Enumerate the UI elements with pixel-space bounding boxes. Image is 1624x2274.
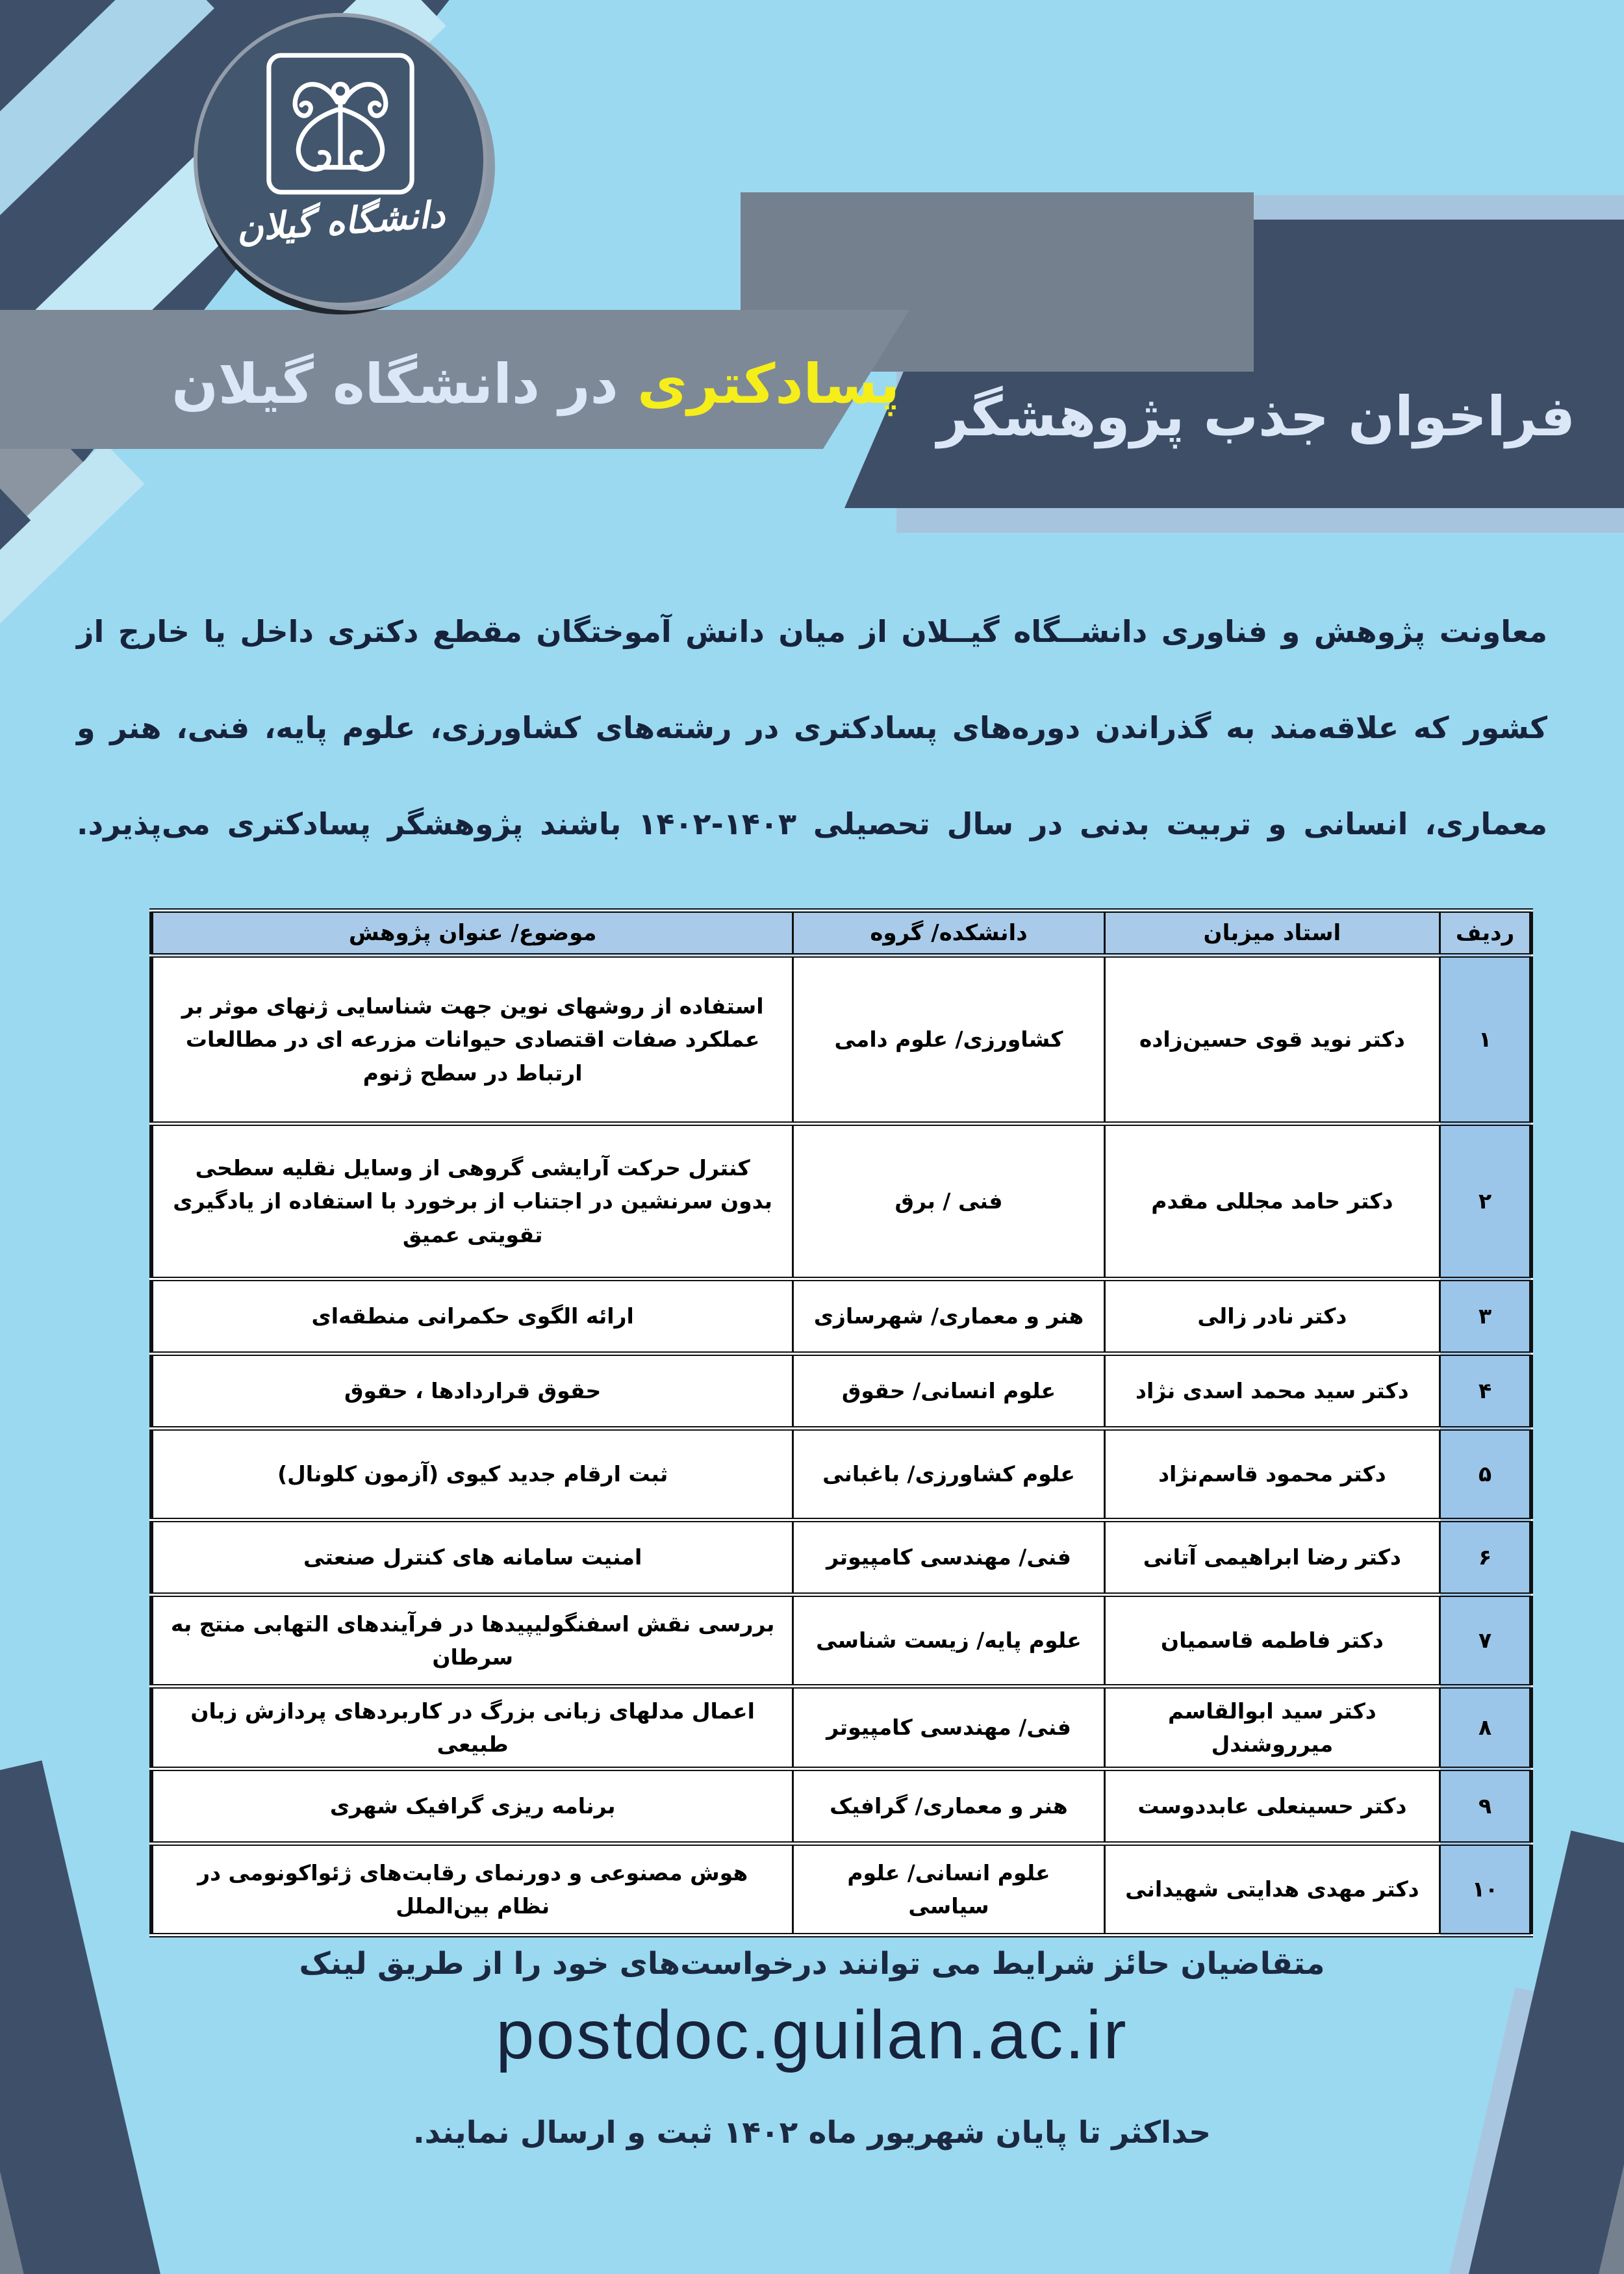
cell-topic: برنامه ریزی گرافیک شهری bbox=[151, 1769, 793, 1844]
cell-topic: اعمال مدلهای زبانی بزرگ در کاربردهای پردازش زبان طبیعی bbox=[151, 1687, 793, 1769]
cell-radif: ۹ bbox=[1440, 1769, 1531, 1844]
cell-group: فنی/ مهندسی کامپیوتر bbox=[793, 1520, 1104, 1595]
table-row bbox=[151, 1354, 1531, 1429]
cell-topic: بررسی نقش اسفنگولیپیدها در فرآیندهای التهابی منتج به سرطان bbox=[151, 1595, 793, 1687]
cell-radif: ۴ bbox=[1440, 1354, 1531, 1429]
header-group: دانشکده/ گروه bbox=[793, 911, 1104, 956]
cell-radif: ۱ bbox=[1440, 956, 1531, 1124]
cell-group: هنر و معماری/ شهرسازی bbox=[793, 1279, 1104, 1354]
table-row bbox=[151, 1429, 1531, 1520]
cell-professor: دکتر محمود قاسم‌نژاد bbox=[1104, 1429, 1440, 1520]
header-radif: ردیف bbox=[1440, 911, 1531, 956]
cell-topic: هوش مصنوعی و دورنمای رقابت‌های ژئواکونومی در نظام بین‌الملل bbox=[151, 1844, 793, 1935]
cell-radif: ۳ bbox=[1440, 1279, 1531, 1354]
cell-group: علوم کشاورزی/ باغبانی bbox=[793, 1429, 1104, 1520]
footer-instruction-line2: حداکثر تا پایان شهریور ماه ۱۴۰۲ ثبت و ارسال نمایند. bbox=[412, 2115, 1212, 2151]
university-name-calligraphy: دانشگاه گیلان bbox=[235, 193, 446, 251]
table-row bbox=[151, 1687, 1531, 1769]
table-row bbox=[151, 1769, 1531, 1844]
table-row bbox=[151, 1124, 1531, 1279]
poster-title-left bbox=[171, 352, 900, 416]
table-header-row bbox=[151, 911, 1531, 956]
intro-line: کشور که علاقه‌مند به گذراندن دوره‌های پسادکتری در رشته‌های کشاورزی، علوم پایه، فنی، هنر و bbox=[77, 710, 1547, 745]
table-row bbox=[151, 956, 1531, 1124]
cell-professor: دکتر سید محمد اسدی نژاد bbox=[1104, 1354, 1440, 1429]
cell-professor: دکتر نوید قوی حسین‌زاده bbox=[1104, 956, 1440, 1124]
cell-professor: دکتر سید ابوالقاسم میرروشندل bbox=[1104, 1687, 1440, 1769]
cell-radif: ۶ bbox=[1440, 1520, 1531, 1595]
cell-radif: ۸ bbox=[1440, 1687, 1531, 1769]
cell-professor: دکتر فاطمه قاسمیان bbox=[1104, 1595, 1440, 1687]
cell-professor: دکتر حسینعلی عابددوست bbox=[1104, 1769, 1440, 1844]
cell-group: فنی / برق bbox=[793, 1124, 1104, 1279]
cell-topic: ثبت ارقام جدید کیوی (آزمون کلونال) bbox=[151, 1429, 793, 1520]
table-row bbox=[151, 1844, 1531, 1935]
cell-topic: حقوق قراردادها ، حقوق bbox=[151, 1354, 793, 1429]
poster-title-rest: در دانشگاه گیلان bbox=[171, 352, 618, 416]
cell-group: کشاورزی/ علوم دامی bbox=[793, 956, 1104, 1124]
cell-topic: امنیت سامانه های کنترل صنعتی bbox=[151, 1520, 793, 1595]
header-topic: موضوع/ عنوان پژوهش bbox=[151, 911, 793, 956]
cell-group: علوم پایه/ زیست شناسی bbox=[793, 1595, 1104, 1687]
cell-professor: دکتر حامد مجللی مقدم bbox=[1104, 1124, 1440, 1279]
cell-radif: ۷ bbox=[1440, 1595, 1531, 1687]
cell-radif: ۵ bbox=[1440, 1429, 1531, 1520]
cell-radif: ۲ bbox=[1440, 1124, 1531, 1279]
university-emblem-icon bbox=[262, 51, 418, 197]
table-body bbox=[151, 956, 1531, 1935]
intro-line: معاونت پژوهش و فناوری دانشــگاه گیــلان از میان دانش آموختگان مقطع دکتری داخل یا خارج از bbox=[77, 614, 1547, 649]
header-professor: استاد میزبان bbox=[1104, 911, 1440, 956]
cell-group: فنی/ مهندسی کامپیوتر bbox=[793, 1687, 1104, 1769]
cell-professor: دکتر مهدی هدایتی شهیدانی bbox=[1104, 1844, 1440, 1935]
cell-topic: استفاده از روشهای نوین جهت شناسایی ژنهای موثر بر عملکرد صفات اقتصادی حیوانات مزرعه ای در مطالعات ارتباط در سطح ژنوم bbox=[151, 956, 793, 1124]
cell-group: علوم انسانی/ علوم سیاسی bbox=[793, 1844, 1104, 1935]
cell-professor: دکتر نادر زالی bbox=[1104, 1279, 1440, 1354]
cell-professor: دکتر رضا ابراهیمی آتانی bbox=[1104, 1520, 1440, 1595]
table-row bbox=[151, 1520, 1531, 1595]
cell-topic: ارائه الگوی حکمرانی منطقه‌ای bbox=[151, 1279, 793, 1354]
cell-radif: ۱۰ bbox=[1440, 1844, 1531, 1935]
poster-title-highlight: پسادکتری bbox=[637, 352, 900, 416]
footer-instruction-line1: متقاضیان حائز شرایط می توانند درخواست‌های خود را از طریق لینک bbox=[299, 1946, 1325, 1982]
application-url-link[interactable]: postdoc.guilan.ac.ir bbox=[496, 1997, 1128, 2073]
poster-title-right: فراخوان جذب پژوهشگر bbox=[937, 385, 1575, 448]
cell-topic: کنترل حرکت آرایشی گروهی از وسایل نقلیه سطحی بدون سرنشین در اجتناب از برخورد با استفاده از یادگیری تقویتی عمیق bbox=[151, 1124, 793, 1279]
table-row bbox=[151, 1595, 1531, 1687]
positions-table-wrap bbox=[149, 908, 1533, 1937]
table-row bbox=[151, 1279, 1531, 1354]
intro-line: معماری، انسانی و تربیت بدنی در سال تحصیلی ۱۴۰۳-۱۴۰۲ باشند پژوهشگر پسادکتری می‌پذیرد. bbox=[77, 806, 1547, 841]
university-logo bbox=[194, 13, 487, 307]
cell-group: علوم انسانی/ حقوق bbox=[793, 1354, 1104, 1429]
positions-table bbox=[149, 908, 1533, 1937]
cell-group: هنر و معماری/ گرافیک bbox=[793, 1769, 1104, 1844]
